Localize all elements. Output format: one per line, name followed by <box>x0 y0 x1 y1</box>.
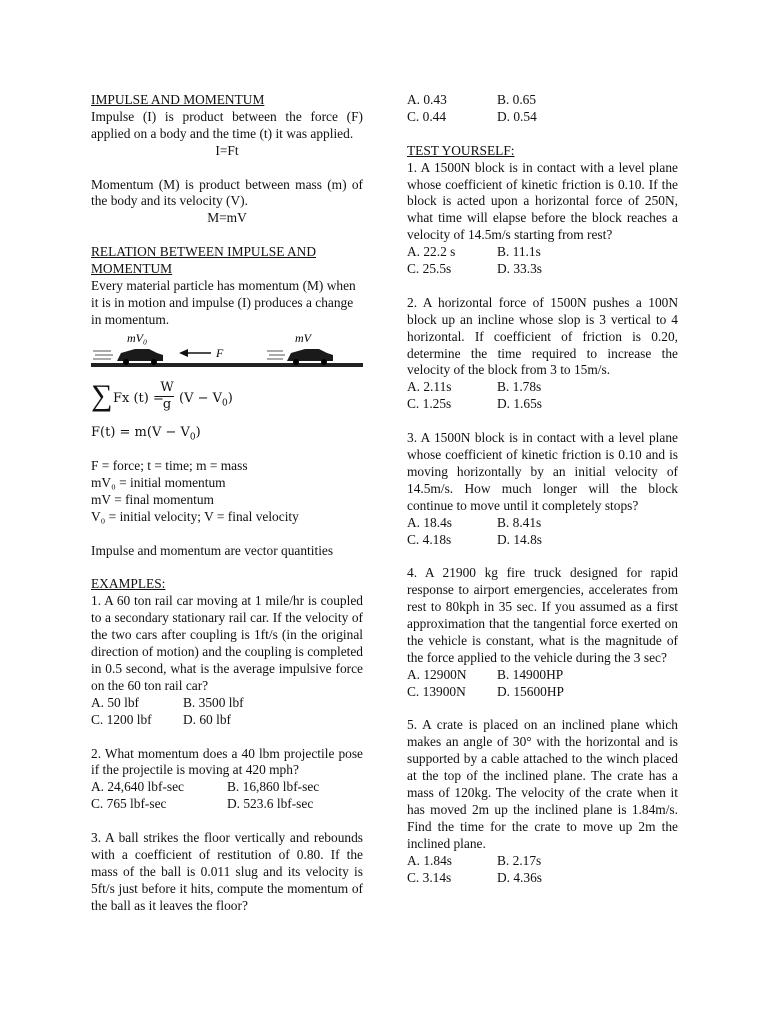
question-3-option-c: C. 4.18s <box>407 531 452 547</box>
question-4-text: 4. A 21900 kg fire truck designed for rapid response to airport emergencies, accelerates from rest to 80kph in 35 sec. If you assumed as a first approximation that the tangential force exerted on the vehicle is constant, what is the magnitude of the force applied to the vehicle during the 3 sec? <box>407 565 678 665</box>
question-4-option-a: A. 12900N <box>407 666 467 682</box>
fraction-denominator: g <box>162 396 172 412</box>
example-3-options-row-2 <box>407 109 678 126</box>
car-right-icon <box>287 349 333 365</box>
question-1-text: 1. A 1500N block is in contact with a level plane whose coefficient of kinetic friction is 0.10. If the block is acted upon a horizontal force of 250N, what time will elapse before the block reaches a velocity of 14.5m/s starting from rest? <box>407 159 678 243</box>
test-yourself-title: TEST YOURSELF: <box>407 142 515 158</box>
examples-title: EXAMPLES: <box>91 576 166 592</box>
question-3-options-row-2 <box>407 532 678 549</box>
question-4-options-row-1 <box>407 667 678 684</box>
example-3-option-c: C. 0.44 <box>407 108 447 124</box>
example-3-option-b: B. 0.65 <box>497 92 537 107</box>
impulse-definition: Impulse (I) is product between the force (F) applied on a body and the time (t) it was applied. <box>91 108 363 141</box>
sigma-symbol: ∑ <box>91 378 113 412</box>
example-2-option-b: B. 16,860 lbf-sec <box>227 779 320 795</box>
right-column <box>407 92 678 887</box>
question-1-options-row-2 <box>407 261 678 278</box>
question-2-option-b: B. 1.78s <box>497 379 542 395</box>
question-3-option-b: B. 8.41s <box>497 514 542 530</box>
definition-line-2: mV₀ = initial momentum <box>91 475 226 491</box>
equation-rhs: $(V - V_0)$ <box>179 390 233 409</box>
left-column <box>91 92 363 915</box>
question-5-option-a: A. 1.84s <box>407 852 453 868</box>
example-2-option-d: D. 523.6 lbf-sec <box>227 796 314 812</box>
example-3-options-row-1 <box>407 92 678 109</box>
force-arrow-icon <box>179 349 211 357</box>
section-title-impulse-momentum: IMPULSE AND MOMENTUM <box>91 92 265 107</box>
relation-text: Every material particle has momentum (M) when it is in motion and impulse (I) produces a change in momentum. <box>91 277 356 327</box>
example-2-options-row-2 <box>91 796 363 813</box>
example-1-option-b: B. 3500 lbf <box>183 694 244 710</box>
question-3-options-row-1 <box>407 515 678 532</box>
example-2-option-c: C. 765 lbf-sec <box>91 796 167 812</box>
example-3-option-a: A. 0.43 <box>407 92 447 107</box>
impulse-equation-simple: $F(t) = m(V - V_0)$ <box>91 424 201 443</box>
example-1-options-row-2 <box>91 712 363 729</box>
example-2-text: 2. What momentum does a 40 lbm projectile pose if the projectile is moving at 420 mph? <box>91 745 363 778</box>
question-5-option-d: D. 4.36s <box>497 869 543 885</box>
impulse-momentum-equation <box>91 379 363 425</box>
question-3-text: 3. A 1500N block is in contact with a level plane whose coefficient of kinetic friction is 0.10 and is moving horizontally by an initial velocity of 14.5m/s. How much longer will the block continue to move until it completely stops? <box>407 430 678 513</box>
question-4-option-c: C. 13900N <box>407 683 466 699</box>
question-5-options-row-1 <box>407 853 678 870</box>
question-1-option-d: D. 33.3s <box>497 261 543 277</box>
question-1-options-row-1 <box>407 244 678 261</box>
label-final-momentum: mV <box>295 330 311 345</box>
example-1-option-d: D. 60 lbf <box>183 711 231 727</box>
question-2-text: 2. A horizontal force of 1500N pushes a 100N block up an incline whose slop is 3 vertical to 4 horizontal. If coefficient of friction is 0.20, determine the time required to increase the velocity of the block from 3 to 15m/s. <box>407 294 678 378</box>
momentum-definition: Momentum (M) is product between mass (m) of the body and its velocity (V). <box>91 176 363 209</box>
vector-note: Impulse and momentum are vector quantities <box>91 542 334 558</box>
label-initial-momentum: mV₀ <box>127 330 148 345</box>
question-4-option-b: B. 14900HP <box>497 666 564 682</box>
question-1-option-c: C. 25.5s <box>407 261 452 277</box>
section-title-relation: RELATION BETWEEN IMPULSE AND MOMENTUM <box>91 244 317 277</box>
question-5-text: 5. A crate is placed on an inclined plane which makes an angle of 30° with the horizontal and is supported by a cable attached to the winch placed at the top of the inclined plane. The crate has a mass of 120kg. The velocity of the crate when it has moved 2m up the inclined plane is 1.84m/s. Find the time for the crate to move up 2m the inclined plane. <box>407 717 678 851</box>
diagram-graphic <box>91 331 363 375</box>
question-2-option-a: A. 2.11s <box>407 379 452 395</box>
example-3-text: 3. A ball strikes the floor vertically and rebounds with a coefficient of restitution of 0.80. If the mass of the ball is 0.011 slug and its velocity is 5ft/s just before it hits, compute the momentum of the ball as it leaves the floor? <box>91 830 363 913</box>
speed-lines-left <box>93 351 113 359</box>
question-4-options-row-2 <box>407 684 678 701</box>
example-3-option-d: D. 0.54 <box>497 108 537 124</box>
question-5-options-row-2 <box>407 870 678 887</box>
weight-over-g-fraction <box>160 379 174 413</box>
question-5-option-b: B. 2.17s <box>497 852 542 868</box>
definition-line-4: V₀ = initial velocity; V = final velocity <box>91 508 299 524</box>
example-1-text: 1. A 60 ton rail car moving at 1 mile/hr is coupled to a secondary stationary rail car. If the velocity of the two cars after coupling is 1ft/s (in the original direction of motion) and the coupling is completed in 0.5 second, what is the average impulsive force on the 60 ton rail car? <box>91 593 363 693</box>
equation-lhs: Fx (t) = <box>113 390 164 406</box>
car-left-icon <box>117 349 163 365</box>
impulse-formula: I=Ft <box>215 142 239 158</box>
momentum-formula: M=mV <box>207 210 247 226</box>
question-1-option-a: A. 22.2 s <box>407 244 456 260</box>
example-1-options-row-1 <box>91 695 363 712</box>
car-impulse-diagram <box>91 331 363 375</box>
definition-line-1: F = force; t = time; m = mass <box>91 458 248 474</box>
question-3-option-a: A. 18.4s <box>407 514 453 530</box>
question-2-options-row-1 <box>407 379 678 396</box>
question-1-option-b: B. 11.1s <box>497 244 541 260</box>
question-4-option-d: D. 15600HP <box>497 683 564 699</box>
question-2-option-c: C. 1.25s <box>407 396 452 412</box>
question-5-option-c: C. 3.14s <box>407 869 452 885</box>
question-2-options-row-2 <box>407 396 678 413</box>
question-2-option-d: D. 1.65s <box>497 396 543 412</box>
example-2-option-a: A. 24,640 lbf-sec <box>91 779 184 795</box>
example-1-option-c: C. 1200 lbf <box>91 711 152 727</box>
example-1-option-a: A. 50 lbf <box>91 694 139 710</box>
question-3-option-d: D. 14.8s <box>497 531 543 547</box>
example-2-options-row-1 <box>91 779 363 796</box>
fraction-numerator: W <box>160 379 174 395</box>
speed-lines-right <box>267 351 285 359</box>
label-force: F <box>216 345 224 360</box>
definition-line-3: mV = final momentum <box>91 491 214 507</box>
